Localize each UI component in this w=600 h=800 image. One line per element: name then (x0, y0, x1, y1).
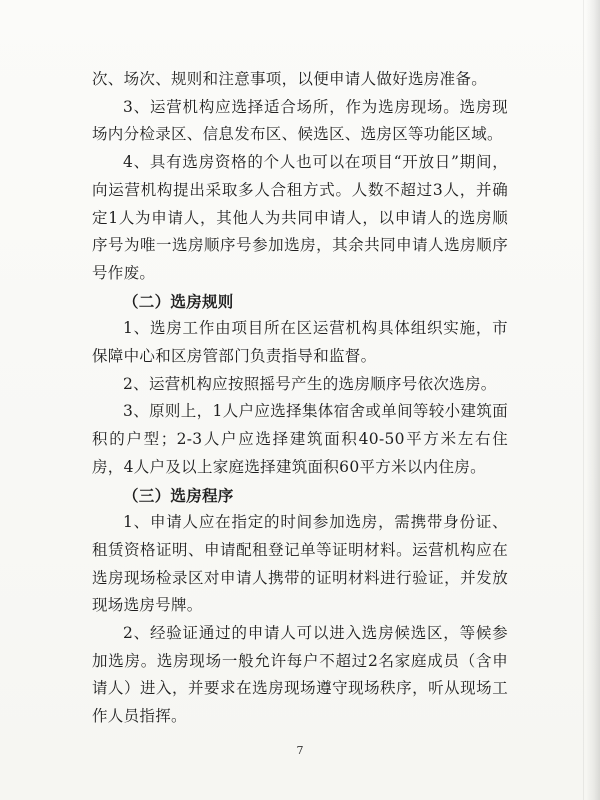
section-heading-selection-rules: （二）选房规则 (123, 291, 234, 311)
paragraph-item-3: 3、运营机构应选择适合场所，作为选房现场。选房现场内分检录区、信息发布区、候选区、选房区等功能区域。 (92, 97, 508, 144)
paragraph-continued: 次、场次、规则和注意事项，以便申请人做好选房准备。 (92, 70, 488, 88)
rules-item-1: 1、选房工作由项目所在区运营机构具体组织实施，市保障中心和区房管部门负责指导和监督。 (92, 319, 508, 366)
procedure-item-1: 1、申请人应在指定的时间参加选房，需携带身份证、租赁资格证明、申请配租登记单等证明材料。运营机构应在选房现场检录区对申请人携带的证明材料进行验证，并发放现场选房号牌。 (92, 513, 508, 615)
page-edge-line (583, 0, 584, 800)
page-number: 7 (296, 744, 304, 757)
page-edge-shadow (586, 0, 600, 800)
procedure-item-2: 2、经验证通过的申请人可以进入选房候选区，等候参加选房。选房现场一般允许每户不超过2名家庭成员（含申请人）进入，并要求在选房现场遵守现场秩序，听从现场工作人员指挥。 (92, 624, 508, 726)
rules-item-2: 2、运营机构应按照摇号产生的选房顺序号依次选房。 (123, 374, 497, 393)
section-heading-selection-procedure: （三）选房程序 (123, 485, 234, 505)
rules-item-3: 3、原则上，1人户应选择集体宿舍或单间等较小建筑面积的户型；2-3人户应选择建筑面积40-50平方米左右住房，4人户及以上家庭选择建筑面积60平方米以内住房。 (92, 402, 508, 476)
document-body (92, 66, 508, 731)
paragraph-item-4: 4、具有选房资格的个人也可以在项目“开放日”期间，向运营机构提出采取多人合租方式。人数不超过3人，并确定1人为申请人，其他人为共同申请人，以申请人的选房顺序号为唯一选房顺序号参加选房，其余共同申请人选房顺序号作废。 (92, 153, 508, 282)
